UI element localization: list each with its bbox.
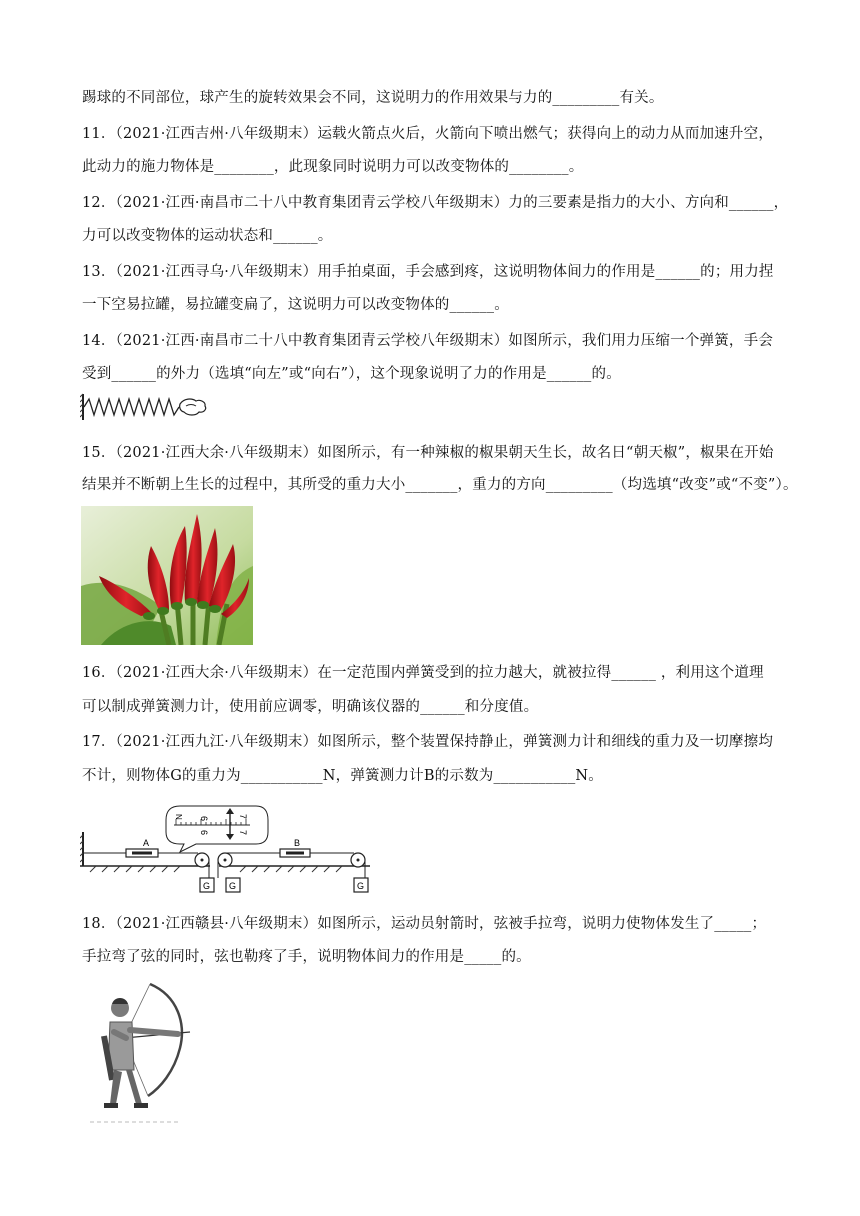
question-17-line-1: 17．（2021·江西九江·八年级期末）如图所示，整个装置保持静止，弹簧测力计和细线的重力及一切摩擦均	[82, 734, 774, 750]
question-11-line-1: 11．（2021·江西吉州·八年级期末）运载火箭点火后，火箭向下喷出燃气；获得向上的动力从而加速升空，	[82, 126, 774, 142]
question-14-line-1: 14．（2021·江西·南昌市二十八中教育集团青云学校八年级期末）如图所示，我们用力压缩一个弹簧，手会	[82, 333, 774, 349]
scale-number-2: 6	[199, 830, 209, 836]
label-b: B	[294, 838, 301, 848]
question-12-line-1: 12．（2021·江西·南昌市二十八中教育集团青云学校八年级期末）力的三要素是指力的大小、方向和______，	[82, 195, 789, 211]
chili-pepper-photo	[81, 506, 253, 645]
scale-unit-n: N	[174, 814, 183, 820]
question-17-line-2: 不计，则物体G的重力为___________N，弹簧测力计B的示数为___________N。	[82, 768, 604, 784]
label-a: A	[143, 838, 150, 848]
question-14-line-2: 受到______的外力（选填“向左”或“向右”），这个现象说明了力的作用是______的。	[82, 366, 621, 382]
question-18-line-2: 手拉弯了弦的同时，弦也勒疼了手，说明物体间力的作用是_____的。	[82, 949, 531, 965]
spring-hand-figure	[80, 392, 210, 422]
question-13-line-1: 13．（2021·江西寻乌·八年级期末）用手拍桌面，手会感到疼，这说明物体间力的作用是______的；用力捏	[82, 264, 774, 280]
question-16-line-1: 16．（2021·江西大余·八年级期末）在一定范围内弹簧受到的拉力越大，就被拉得______ ，利用这个道理	[82, 665, 764, 681]
question-15-line-2: 结果并不断朝上生长的过程中，其所受的重力大小_______，重力的方向_________（均选填“改变”或“不变”）。	[82, 477, 798, 493]
question-13-line-2: 一下空易拉罐，易拉罐变扁了，这说明力可以改变物体的______。	[82, 297, 509, 313]
question-12-line-2: 力可以改变物体的运动状态和______。	[82, 228, 333, 244]
question-10-line-2: 踢球的不同部位，球产生的旋转效果会不同，这说明力的作用效果与力的_________有关。	[82, 90, 664, 106]
label-g-3: G	[357, 881, 365, 891]
question-11-line-2: 此动力的施力物体是________，此现象同时说明力可以改变物体的________。	[82, 159, 584, 175]
question-15-line-1: 15．（2021·江西大余·八年级期末）如图所示，有一种辣椒的椒果朝天生长，故名日“朝天椒”，椒果在开始	[82, 445, 774, 461]
hand-icon	[180, 399, 206, 415]
label-g-2: G	[229, 881, 237, 891]
question-16-line-2: 可以制成弹簧测力计，使用前应调零，明确该仪器的______和分度值。	[82, 699, 539, 715]
scale-number-3: 7	[238, 814, 248, 820]
spring-balance-setup-figure	[80, 800, 370, 895]
label-g-1: G	[203, 881, 211, 891]
question-18-line-1: 18．（2021·江西赣县·八年级期末）如图所示，运动员射箭时，弦被手拉弯，说明力使物体发生了_____；	[82, 916, 767, 932]
archer-figure	[90, 980, 200, 1125]
scale-number-4: 7	[238, 830, 248, 836]
scale-number-1: 6	[199, 816, 209, 822]
